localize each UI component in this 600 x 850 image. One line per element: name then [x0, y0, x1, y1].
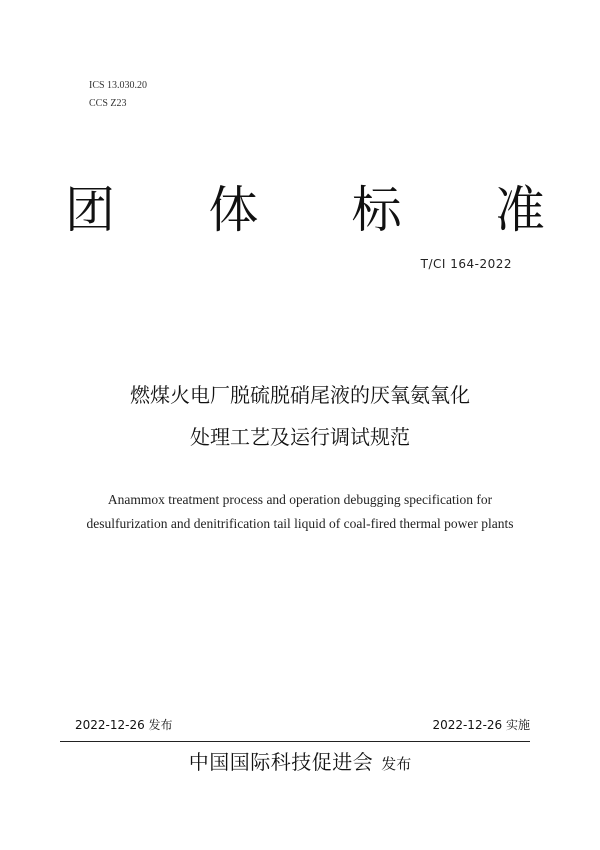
heading-char-2: 体 [208, 181, 259, 239]
chinese-title-line-1: 燃煤火电厂脱硫脱硝尾液的厌氧氨氧化 [130, 383, 470, 407]
publisher-issued-label: 发布 [381, 755, 412, 773]
date-row [75, 716, 530, 733]
publisher-organization: 中国国际科技促进会 [188, 750, 374, 774]
heading-char-3: 标 [351, 181, 402, 239]
chinese-title-line-2: 处理工艺及运行调试规范 [190, 425, 410, 449]
heading-char-4: 准 [494, 181, 545, 239]
divider-line [60, 741, 530, 742]
publish-date: 2022-12-26 发布 [75, 718, 173, 732]
standard-type-heading [60, 180, 550, 240]
ics-code: ICS 13.030.20 [89, 80, 148, 91]
implementation-date: 2022-12-26 实施 [432, 718, 530, 732]
ccs-code: CCS Z23 [89, 98, 127, 109]
publisher-line [0, 746, 600, 775]
english-title: Anammox treatment process and operation debugging specification for desulfurization and denitrification tail liquid of coal-fired thermal power plants [86, 492, 514, 531]
heading-char-1: 团 [65, 181, 115, 239]
standard-number: T/CI 164-2022 [420, 257, 512, 271]
